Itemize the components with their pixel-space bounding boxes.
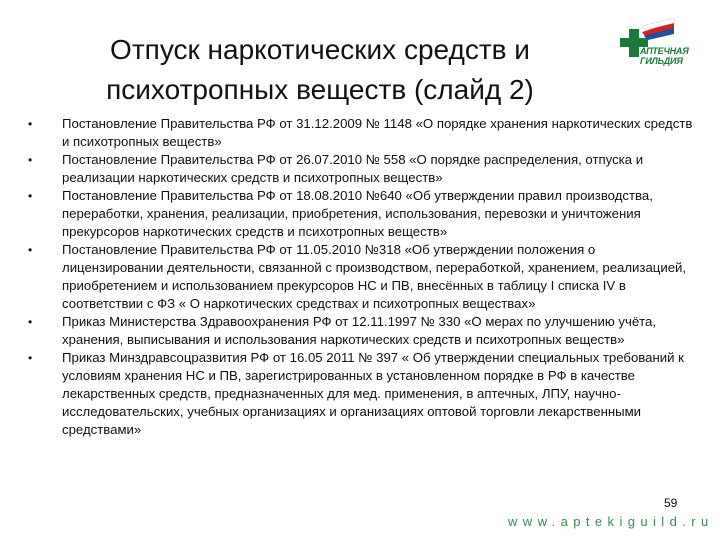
footer-url: www.aptekiguild.ru xyxy=(508,514,714,529)
bullet-icon: • xyxy=(28,117,33,131)
bullet-icon: • xyxy=(28,351,33,365)
list-item-text: Постановление Правительства РФ от 26.07.2010 № 558 «О порядке распределения, отпуска и реализации наркотических средств и психотропных веществ» xyxy=(62,152,644,185)
regulations-list xyxy=(28,115,694,439)
bullet-icon: • xyxy=(28,243,33,257)
list-item xyxy=(28,313,694,349)
list-item-text: Приказ Министерства Здравоохранения РФ от 12.11.1997 № 330 «О мерах по улучшению учёта, хранения, выписывания и использования наркотических средств и психотропных веществ» xyxy=(62,314,657,347)
list-item-text: Приказ Минздравсоцразвития РФ от 16.05 2011 № 397 « Об утверждении специальных требований к условиям хранения НС и ПВ, зарегистрированных в установленном порядке в РФ в качестве лекарственных средств, предназначенных для мед. применения, в аптечных, ЛПУ, научно-исследовательских, учебных организациях и организациях оптовой торговли лекарственными средствами» xyxy=(62,350,684,437)
list-item xyxy=(28,241,694,313)
bullet-icon: • xyxy=(28,315,33,329)
bullet-icon: • xyxy=(28,189,33,203)
list-item xyxy=(28,151,694,187)
logo-text xyxy=(640,46,689,66)
list-item xyxy=(28,187,694,241)
slide-title xyxy=(40,30,600,110)
logo-text-line-2: ГИЛЬДИЯ xyxy=(640,56,683,66)
slide-title-line-1: Отпуск наркотических средств и xyxy=(110,34,530,65)
logo-text-line-1: АПТЕЧНАЯ xyxy=(640,46,689,56)
list-item-text: Постановление Правительства РФ от 31.12.2009 № 1148 «О порядке хранения наркотических средств и психотропных веществ» xyxy=(62,116,693,149)
page-number: 59 xyxy=(664,496,678,510)
bullet-icon: • xyxy=(28,153,33,167)
list-item xyxy=(28,349,694,439)
list-item-text: Постановление Правительства РФ от 11.05.2010 №318 «Об утверждении положения о лицензировании деятельности, связанной с производством, переработкой, хранением, реализацией, приобретением и использованием прекурсоров НС и ПВ, внесённых в таблицу I списка IV в соответствии с ФЗ « О наркотических средствах и психотропных веществах» xyxy=(62,242,687,311)
list-item xyxy=(28,115,694,151)
slide-title-line-2: психотропных веществ (слайд 2) xyxy=(106,74,534,105)
list-item-text: Постановление Правительства РФ от 18.08.2010 №640 «Об утверждении правил производства, переработки, хранения, реализации, приобретения, использования, перевозки и уничтожения прекурсоров наркотических средств и психотропных веществ» xyxy=(62,188,653,239)
